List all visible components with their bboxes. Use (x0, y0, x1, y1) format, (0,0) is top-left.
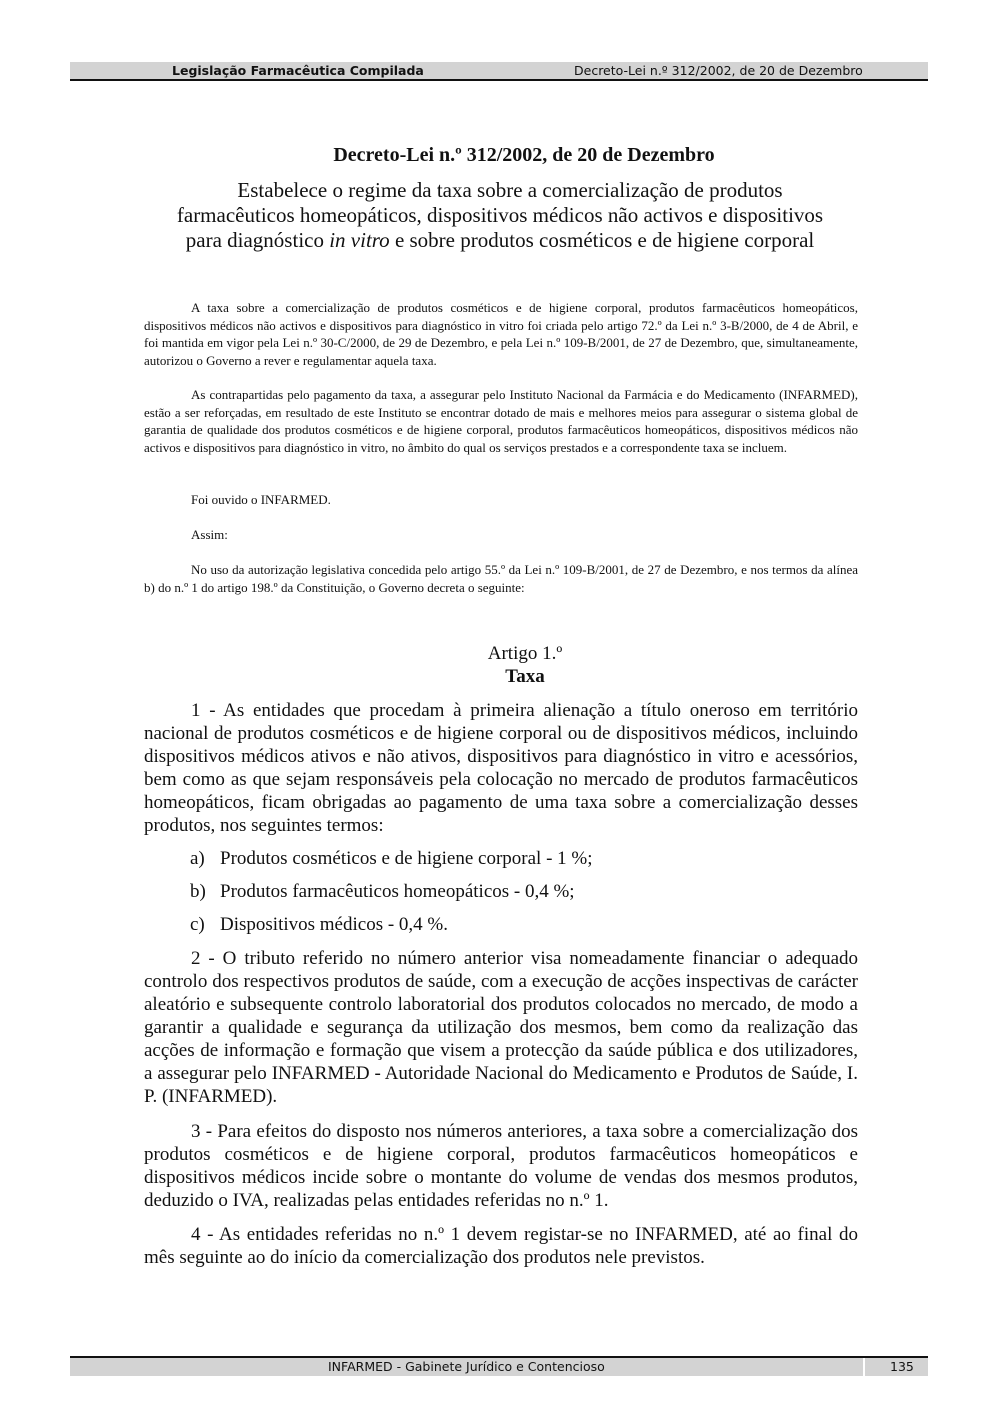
preamble-text: Foi ouvido o INFARMED. (191, 492, 331, 507)
running-header (70, 62, 928, 81)
subtitle-italic-term: in vitro (329, 228, 390, 252)
article-text: 1 - As entidades que procedam à primeira alienação a título oneroso em território nacional de produtos cosméticos e de higiene corporal ou de dispositivos médicos, incluindo dispositivos médicos ativos e não ativos, dispositivos para diagnóstico in vitro e acessórios, bem como as que sejam responsáveis pela colocação no mercado de produtos farmacêuticos homeopáticos, ficam obrigadas ao pagamento de uma taxa sobre a comercialização desses produtos, nos seguintes termos: (144, 700, 858, 836)
subtitle-line-3-end: e sobre produtos cosméticos e de higiene corporal (389, 228, 815, 252)
header-decree-title: Decreto-Lei n.º 312/2002, de 20 de Dezembro (574, 63, 863, 78)
preamble-paragraph-4 (144, 526, 858, 544)
article-number: Artigo 1.º (487, 643, 563, 664)
article-paragraph-4 (144, 1223, 858, 1269)
preamble-text: A taxa sobre a comercialização de produtos cosméticos e de higiene corporal, produtos farmacêuticos homeopáticos, dispositivos médicos não activos e dispositivos para diagnóstico in vitro foi criada pelo artigo 72.º da Lei n.º 3-B/2000, de 4 de Abril, e foi mantida em vigor pela Lei n.º 30-C/2000, de 29 de Dezembro, e pela Lei n.º 109-B/2001, de 27 de Dezembro, que, simultaneamente, autorizou o Governo a rever e regulamentar aquela taxa. (144, 300, 858, 368)
article-heading: Taxa (505, 666, 545, 687)
article-text: 2 - O tributo referido no número anterior visa nomeadamente financiar o adequado controlo dos respectivos produtos de saúde, com a execução de acções inspectivas de carácter aleatório e subsequente controlo laboratorial dos produtos colocados no mercado, de modo a garantir a qualidade e segurança da utilização dos mesmos, bem como da realização das acções de informação e formação que visem a protecção da saúde pública e dos utilizadores, a assegurar pelo INFARMED - Autoridade Nacional do Medicamento e Produtos de Saúde, I. P. (INFARMED). (144, 948, 858, 1107)
header-collection-title: Legislação Farmacêutica Compilada (172, 63, 424, 78)
page-number: 135 (890, 1359, 914, 1374)
preamble-paragraph-3 (144, 491, 858, 509)
preamble-paragraph-2 (144, 386, 858, 456)
list-item-text: Produtos cosméticos e de higiene corporal - 1 %; (220, 848, 593, 869)
preamble-text: No uso da autorização legislativa concedida pelo artigo 55.º da Lei n.º 109-B/2001, de 27 de Dezembro, e nos termos da alínea b) do n.º 1 do artigo 198.º da Constituição, o Governo decreta o seguinte: (144, 562, 858, 595)
preamble-text: As contrapartidas pelo pagamento da taxa, a assegurar pelo Instituto Nacional da Farmácia e do Medicamento (INFARMED), estão a ser reforçadas, em resultado de este Instituto se encontrar dotado de mais e melhores meios para assegurar o sistema global de garantia de qualidade dos produtos cosméticos e de higiene corporal, produtos farmacêuticos homeopáticos, dispositivos médicos não activos e dispositivos para diagnóstico in vitro, no âmbito do qual os serviços prestados e a correspondente taxa se incluem. (144, 387, 858, 455)
preamble-text: Assim: (191, 527, 228, 542)
subtitle-line-3-start: para diagnóstico (185, 228, 330, 252)
list-item-text: Dispositivos médicos - 0,4 %. (220, 914, 448, 935)
subtitle-line-2: farmacêuticos homeopáticos, dispositivos médicos não activos e dispositivos (176, 203, 824, 227)
list-item (190, 848, 593, 870)
list-item (190, 881, 575, 903)
preamble-paragraph-5 (144, 561, 858, 596)
article-paragraph-1 (144, 699, 858, 837)
list-item (190, 914, 448, 936)
footer-office-name: INFARMED - Gabinete Jurídico e Contencioso (328, 1359, 605, 1374)
article-paragraph-3 (144, 1120, 858, 1212)
decree-subtitle (144, 178, 856, 253)
article-text: 4 - As entidades referidas no n.º 1 devem registar-se no INFARMED, até ao final do mês seguinte ao do início da comercialização dos produtos nele previstos. (144, 1224, 858, 1268)
article-paragraph-2 (144, 947, 858, 1108)
subtitle-line-1: Estabelece o regime da taxa sobre a comercialização de produtos (237, 178, 783, 202)
list-item-marker: c) (190, 914, 205, 935)
footer-divider (863, 1358, 865, 1376)
subtitle-line-3 (144, 228, 856, 253)
list-item-text: Produtos farmacêuticos homeopáticos - 0,4 %; (220, 881, 575, 902)
article-text: 3 - Para efeitos do disposto nos números anteriores, a taxa sobre a comercialização dos produtos cosméticos e de higiene corporal, produtos farmacêuticos homeopáticos e dispositivos médicos incide sobre o montante do volume de vendas dos mesmos produtos, deduzido o IVA, realizadas pelas entidades referidas no n.º 1. (144, 1121, 858, 1211)
list-item-marker: a) (190, 848, 205, 869)
running-footer (70, 1356, 928, 1376)
decree-title: Decreto-Lei n.º 312/2002, de 20 de Dezembro (333, 144, 715, 166)
preamble-paragraph-1 (144, 299, 858, 369)
list-item-marker: b) (190, 881, 206, 902)
